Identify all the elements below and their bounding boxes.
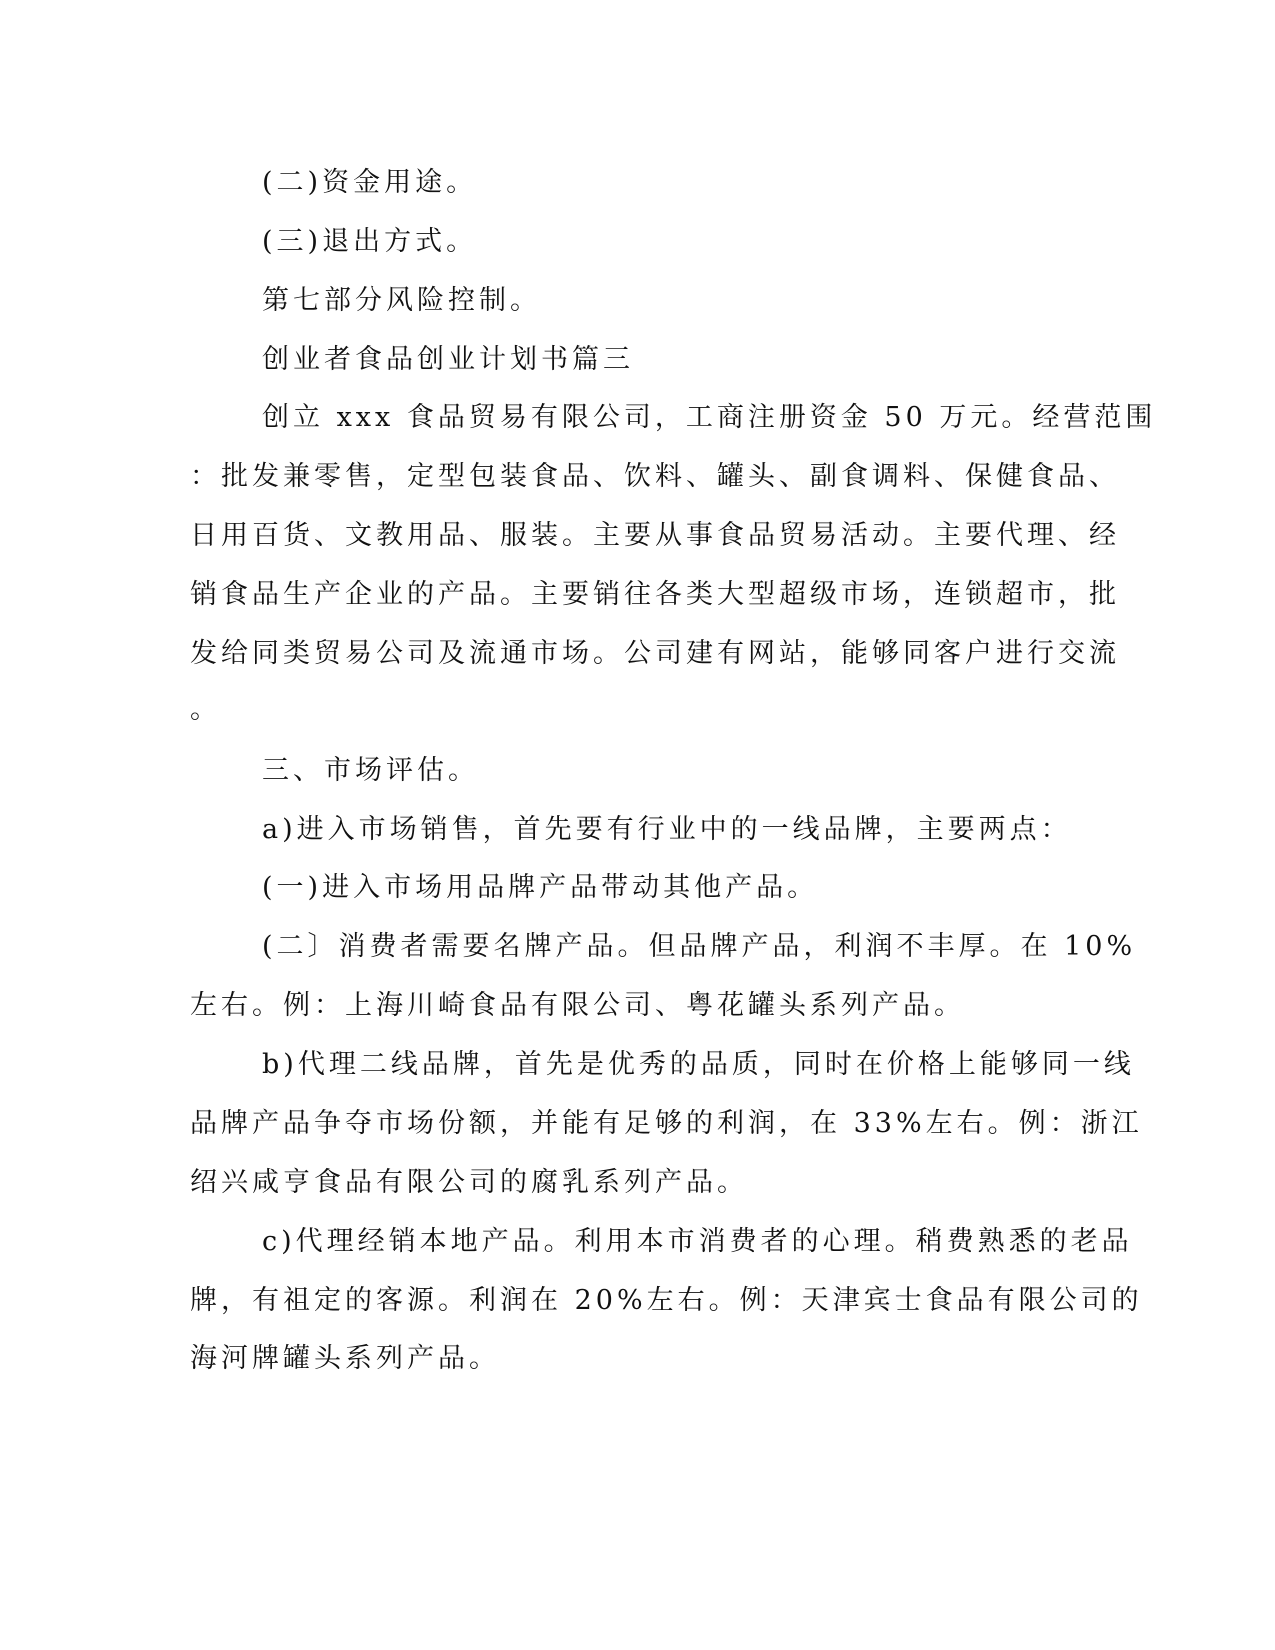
text-line: 左右。例：上海川崎食品有限公司、粤花罐头系列产品。 bbox=[190, 990, 965, 1021]
text-line: 创立 xxx 食品贸易有限公司，工商注册资金 50 万元。经营范围 bbox=[262, 402, 1157, 433]
text-line: 发给同类贸易公司及流通市场。公司建有网站，能够同客户进行交流 bbox=[190, 638, 1120, 669]
text-line: 牌，有祖定的客源。利润在 20%左右。例：天津宾士食品有限公司的 bbox=[190, 1285, 1143, 1316]
text-line: 销食品生产企业的产品。主要销往各类大型超级市场，连锁超市，批 bbox=[190, 579, 1120, 610]
text-line: (二)资金用途。 bbox=[262, 167, 478, 198]
text-line: (一)进入市场用品牌产品带动其他产品。 bbox=[262, 872, 819, 903]
section-heading: 创业者食品创业计划书篇三 bbox=[262, 344, 634, 375]
text-line: a)进入市场销售，首先要有行业中的一线品牌，主要两点： bbox=[262, 814, 1072, 845]
text-line: (二〕消费者需要名牌产品。但品牌产品，利润不丰厚。在 10% bbox=[262, 931, 1137, 962]
text-line: 品牌产品争夺市场份额，并能有足够的利润，在 33%左右。例：浙江 bbox=[190, 1108, 1143, 1139]
text-line: 第七部分风险控制。 bbox=[262, 285, 541, 316]
text-line: 绍兴咸亨食品有限公司的腐乳系列产品。 bbox=[190, 1167, 748, 1198]
text-line: (三)退出方式。 bbox=[262, 226, 478, 257]
text-line: b)代理二线品牌，首先是优秀的品质，同时在价格上能够同一线 bbox=[262, 1049, 1135, 1080]
text-line: 海河牌罐头系列产品。 bbox=[190, 1343, 500, 1374]
text-line: 日用百货、文教用品、服装。主要从事食品贸易活动。主要代理、经 bbox=[190, 520, 1120, 551]
text-line: ：批发兼零售，定型包装食品、饮料、罐头、副食调料、保健食品、 bbox=[190, 461, 1120, 492]
section-heading: 三、市场评估。 bbox=[262, 755, 479, 786]
text-line: 。 bbox=[190, 694, 221, 725]
text-line: c)代理经销本地产品。利用本市消费者的心理。稍费熟悉的老品 bbox=[262, 1226, 1133, 1257]
